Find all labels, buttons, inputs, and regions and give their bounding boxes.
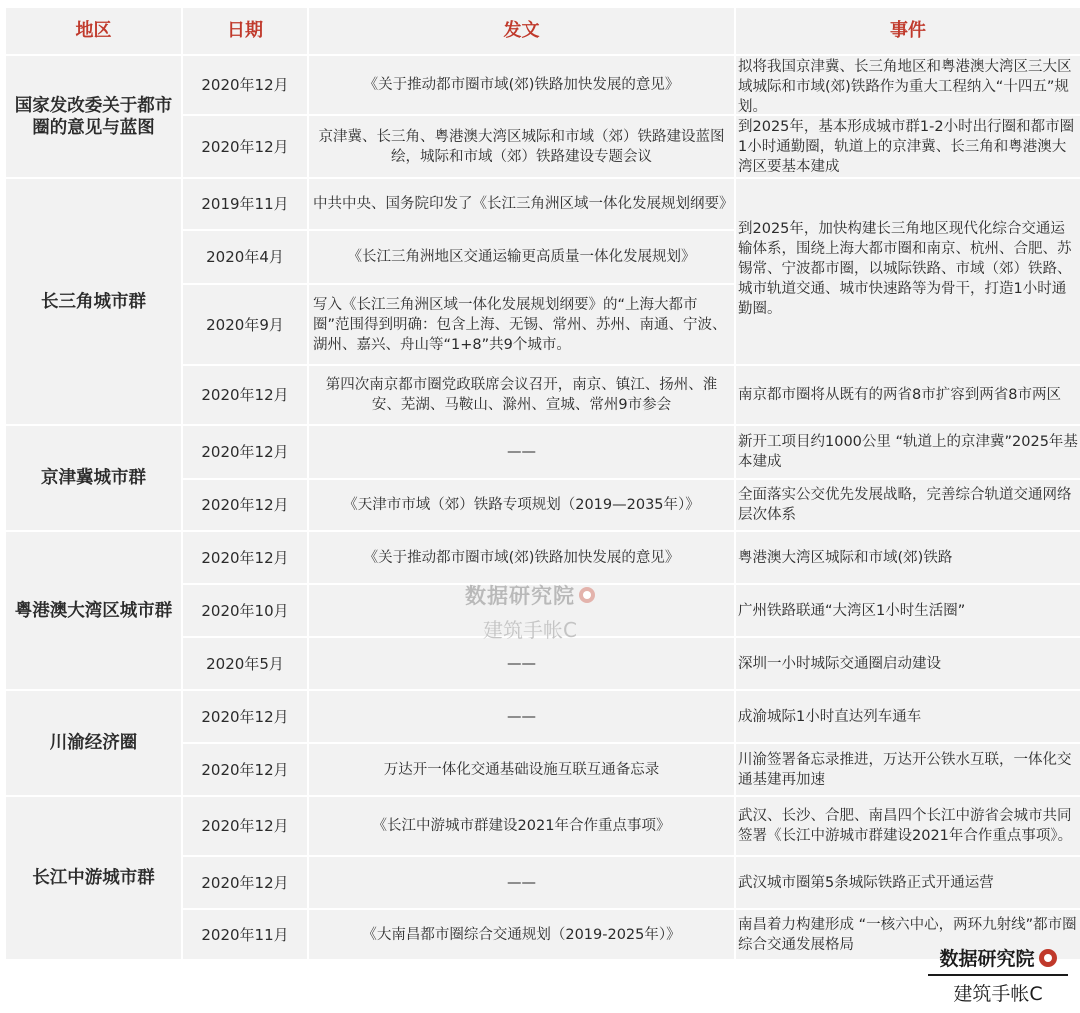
- row-date: 2020年12月: [183, 56, 307, 114]
- row-doc: 《关于推动都市圈市域(郊)铁路加快发展的意见》: [309, 56, 734, 114]
- row-doc: 中共中央、国务院印发了《长江三角洲区域一体化发展规划纲要》: [309, 179, 734, 229]
- row-event: 武汉城市圈第5条城际铁路正式开通运营: [736, 857, 1080, 908]
- row-doc: ——: [309, 638, 734, 689]
- row-date: 2020年12月: [183, 366, 307, 424]
- row-date: 2020年12月: [183, 532, 307, 583]
- header-region: 地区: [6, 8, 181, 54]
- row-date: 2020年12月: [183, 691, 307, 742]
- row-doc: 《关于推动都市圈市域(郊)铁路加快发展的意见》: [309, 532, 734, 583]
- row-date: 2020年9月: [183, 285, 307, 364]
- yrd-shared-event: 到2025年，加快构建长三角地区现代化综合交通运输体系，围绕上海大都市圈和南京、杭州、合肥、苏锡常、宁波都市圈，以城际铁路、市域（郊）铁路、城市轨道交通、城市快速路等为骨干，打造1小时通勤圈。: [736, 179, 1080, 364]
- row-event: 南京都市圈将从既有的两省8市扩容到两省8市两区: [736, 366, 1080, 424]
- region-yangtze-mid: 长江中游城市群: [6, 797, 181, 959]
- row-doc: 《大南昌都市圈综合交通规划（2019-2025年）》: [309, 910, 734, 959]
- row-doc: 《长江中游城市群建设2021年合作重点事项》: [309, 797, 734, 855]
- row-event: 粤港澳大湾区城际和市域(郊)铁路: [736, 532, 1080, 583]
- row-date: 2020年10月: [183, 585, 307, 636]
- row-event: 深圳一小时城际交通圈启动建设: [736, 638, 1080, 689]
- row-event: 到2025年，基本形成城市群1-2小时出行圈和都市圈1小时通勤圈，轨道上的京津冀、长三角和粤港澳大湾区要基本建成: [736, 116, 1080, 177]
- row-date: 2020年11月: [183, 910, 307, 959]
- row-date: 2020年12月: [183, 426, 307, 478]
- watermark-subtitle: 建筑手帐C: [483, 618, 577, 642]
- corner-watermark: [928, 944, 1068, 1006]
- row-doc: 写入《长江三角洲区域一体化发展规划纲要》的“上海大都市圈”范围得到明确：包含上海、无锡、常州、苏州、南通、宁波、湖州、嘉兴、舟山等“1+8”共9个城市。: [309, 285, 734, 364]
- row-date: 2019年11月: [183, 179, 307, 229]
- row-doc: ——: [309, 426, 734, 478]
- row-date: 2020年12月: [183, 744, 307, 795]
- row-date: 2020年4月: [183, 231, 307, 283]
- watermark-title: 数据研究院: [465, 584, 575, 608]
- row-event: 南昌着力构建形成 “一核六中心，两环九射线”都市圈综合交通发展格局: [736, 910, 1080, 959]
- row-event: 成渝城际1小时直达列车通车: [736, 691, 1080, 742]
- region-gba: 粤港澳大湾区城市群: [6, 532, 181, 689]
- center-watermark: [440, 580, 620, 643]
- policy-table: [6, 8, 1078, 953]
- row-doc: 《天津市市域（郊）铁路专项规划（2019—2035年）》: [309, 480, 734, 530]
- row-doc: 京津冀、长三角、粤港澳大湾区城际和市域（郊）铁路建设蓝图绘，城际和市域（郊）铁路建设专题会议: [309, 116, 734, 177]
- row-doc: ——: [309, 691, 734, 742]
- region-chuanyu: 川渝经济圈: [6, 691, 181, 795]
- header-doc: 发文: [309, 8, 734, 54]
- header-event: 事件: [736, 8, 1080, 54]
- row-event: 川渝签署备忘录推进，万达开公铁水互联，一体化交通基建再加速: [736, 744, 1080, 795]
- row-event: 全面落实公交优先发展战略，完善综合轨道交通网络层次体系: [736, 480, 1080, 530]
- row-date: 2020年5月: [183, 638, 307, 689]
- region-yrd: 长三角城市群: [6, 179, 181, 424]
- row-event: 广州铁路联通“大湾区1小时生活圈”: [736, 585, 1080, 636]
- row-date: 2020年12月: [183, 480, 307, 530]
- row-doc: 《长江三角洲地区交通运输更高质量一体化发展规划》: [309, 231, 734, 283]
- region-national: 国家发改委关于都市圈的意见与蓝图: [6, 56, 181, 177]
- row-doc: 万达开一体化交通基础设施互联互通备忘录: [309, 744, 734, 795]
- row-event: 新开工项目约1000公里 “轨道上的京津冀”2025年基本建成: [736, 426, 1080, 478]
- watermark-subtitle: 建筑手帐C: [953, 983, 1043, 1005]
- logo-icon: [1039, 949, 1057, 967]
- row-doc: ——: [309, 857, 734, 908]
- row-event: 拟将我国京津冀、长三角地区和粤港澳大湾区三大区域城际和市域(郊)铁路作为重大工程纳入“十四五”规划。: [736, 56, 1080, 114]
- row-date: 2020年12月: [183, 857, 307, 908]
- row-date: 2020年12月: [183, 116, 307, 177]
- row-date: 2020年12月: [183, 797, 307, 855]
- row-event: 武汉、长沙、合肥、南昌四个长江中游省会城市共同签署《长江中游城市群建设2021年合作重点事项》。: [736, 797, 1080, 855]
- watermark-title: 数据研究院: [939, 948, 1035, 970]
- logo-icon: [579, 587, 595, 603]
- header-date: 日期: [183, 8, 307, 54]
- region-jjj: 京津冀城市群: [6, 426, 181, 530]
- row-doc: 第四次南京都市圈党政联席会议召开，南京、镇江、扬州、淮安、芜湖、马鞍山、滁州、宣城、常州9市参会: [309, 366, 734, 424]
